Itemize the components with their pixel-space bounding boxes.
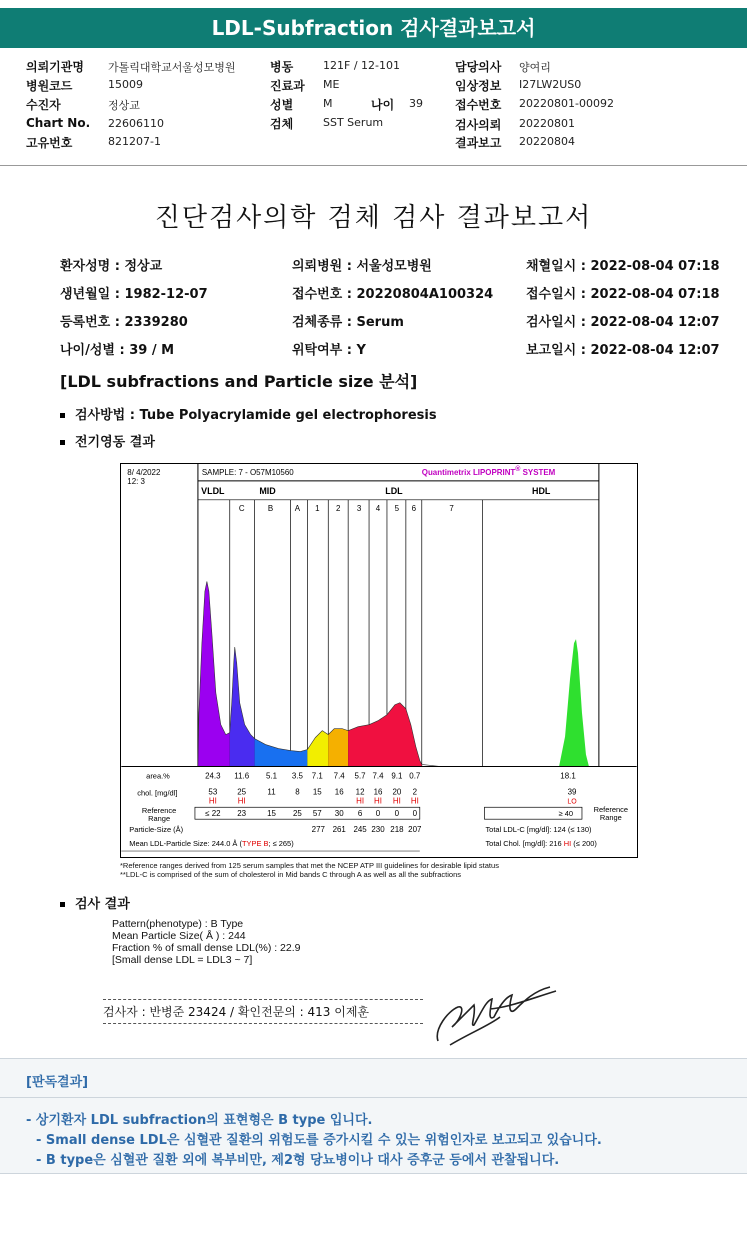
group-vldl: VLDL xyxy=(201,485,225,496)
ref-value: 6 xyxy=(357,809,363,819)
brand-sup: ® xyxy=(515,465,521,473)
interp-title: [판독결과] xyxy=(26,1075,89,1090)
info-value: 15009 xyxy=(108,78,143,91)
hdl-area: 18.1 xyxy=(560,771,576,781)
patient-field: 채혈일시 : 2022-08-04 07:18 xyxy=(526,259,720,274)
particle-value: 245 xyxy=(353,825,367,835)
interp-line: - Small dense LDL은 심혈관 질환의 위험도를 증가시킬 수 있는 위험인자로 보고되고 있습니다. xyxy=(36,1133,602,1148)
hdl-flag: LO xyxy=(567,798,577,806)
info-value: ME xyxy=(323,78,340,91)
chol-flag: HI xyxy=(356,796,365,806)
curve-segment-7 xyxy=(559,639,589,766)
band-label-4: 4 xyxy=(375,503,381,513)
patient-field: 보고일시 : 2022-08-04 12:07 xyxy=(526,343,720,358)
area-value: 0.7 xyxy=(409,771,421,781)
band-label-A: A xyxy=(294,503,301,513)
band-label-5: 5 xyxy=(394,503,400,513)
info-value: 121F / 12-101 xyxy=(323,59,400,72)
info-label: 고유번호 xyxy=(26,136,73,150)
area-value: 7.4 xyxy=(372,771,384,781)
report-sheet xyxy=(0,166,747,1053)
ref-value: 23 xyxy=(237,809,247,819)
info-label: 결과보고 xyxy=(455,136,502,150)
band-label-3: 3 xyxy=(356,503,362,513)
info-value: 정상교 xyxy=(108,99,140,112)
total-chol-a: Total Chol. [mg/dl]: 216 xyxy=(485,839,564,849)
electro-heading xyxy=(60,431,155,450)
brand-tail: SYSTEM xyxy=(520,467,556,477)
patient-field: 검체종류 : Serum xyxy=(292,315,404,330)
chol-values xyxy=(208,787,418,805)
interpretation-panel xyxy=(0,1058,747,1174)
particle-value: 261 xyxy=(332,825,346,835)
patient-field: 위탁여부 : Y xyxy=(292,343,366,358)
chol-value: 8 xyxy=(295,787,300,797)
mean-label: Mean LDL-Particle Size: 244.0 Å ( xyxy=(129,839,242,849)
info-label: 나이 xyxy=(371,98,395,112)
hdl-ref: ≥ 40 xyxy=(558,809,574,819)
area-value: 3.5 xyxy=(291,771,303,781)
chol-flag: HI xyxy=(410,796,419,806)
mean-size xyxy=(129,839,294,848)
info-label: 병동 xyxy=(270,60,294,74)
signature-block xyxy=(103,999,423,1024)
ref-value: 57 xyxy=(312,809,322,819)
group-ldl: LDL xyxy=(385,485,403,496)
patient-field: 등록번호 : 2339280 xyxy=(60,315,188,330)
area-value: 24.3 xyxy=(205,771,221,781)
chol-value: 16 xyxy=(334,787,344,797)
info-label: 검사의뢰 xyxy=(455,118,502,132)
method-text: 검사방법 : Tube Polyacrylamide gel electrophoresis xyxy=(75,408,437,423)
footnote-1: *Reference ranges derived from 125 serum samples that met the NCEP ATP III guidelines for desirable lipid status xyxy=(120,861,499,870)
total-chol-hi: HI xyxy=(563,839,572,849)
total-chol xyxy=(485,839,597,848)
ref-value: 25 xyxy=(292,809,302,819)
info-label: 임상정보 xyxy=(455,79,502,93)
patient-field: 나이/성별 : 39 / M xyxy=(60,343,175,358)
chol-value: 11 xyxy=(267,787,276,797)
patient-field: 검사일시 : 2022-08-04 12:07 xyxy=(526,315,720,330)
info-value: M xyxy=(323,97,333,110)
info-value: 821207-1 xyxy=(108,135,161,148)
curve-segment-4 xyxy=(307,731,328,767)
total-ldl: Total LDL-C [mg/dl]: 124 (≤ 130) xyxy=(485,825,592,835)
result-line: Mean Particle Size( Å ) : 244 xyxy=(112,930,246,942)
electro-text: 전기영동 결과 xyxy=(75,435,155,450)
info-value: 가톨릭대학교서울성모병원 xyxy=(108,61,236,74)
result-head-text: 검사 결과 xyxy=(75,897,130,912)
info-table xyxy=(0,50,747,160)
info-label: 수진자 xyxy=(26,98,61,112)
band-label-1: 1 xyxy=(315,503,320,513)
result-line: Pattern(phenotype) : B Type xyxy=(112,918,244,930)
info-label: 검체 xyxy=(270,117,294,131)
ref-right-2: Range xyxy=(599,813,622,823)
area-value: 5.1 xyxy=(266,771,278,781)
info-value: SST Serum xyxy=(323,116,384,129)
mean-type: TYPE B xyxy=(241,839,269,849)
sign-line-top xyxy=(103,999,423,1000)
patient-field: 접수번호 : 20220804A100324 xyxy=(292,287,494,302)
chol-value: 12 xyxy=(355,787,365,797)
info-label: 담당의사 xyxy=(455,60,502,74)
patient-field: 환자성명 : 정상교 xyxy=(60,259,163,274)
particle-values xyxy=(312,825,422,834)
result-line: [Small dense LDL = LDL3 ~ 7] xyxy=(112,954,253,966)
bullet-icon xyxy=(60,413,65,418)
chol-label: chol. [mg/dl] xyxy=(137,788,178,798)
chart-date: 8/ 4/2022 xyxy=(127,467,161,477)
hdl-chol: 39 xyxy=(567,787,577,797)
curve-segment-5 xyxy=(328,729,348,767)
ref-label-1: Reference xyxy=(141,806,177,816)
patient-field: 접수일시 : 2022-08-04 07:18 xyxy=(526,287,720,302)
area-value: 7.4 xyxy=(333,771,345,781)
band-label-6: 6 xyxy=(411,503,417,513)
method-line xyxy=(60,404,437,423)
info-value: 양여리 xyxy=(519,61,551,74)
chart-time: 12: 3 xyxy=(127,476,145,486)
info-label: 의뢰기관명 xyxy=(26,60,84,74)
report-header: LDL-Subfraction 검사결과보고서 xyxy=(0,8,747,48)
electrophoresis-curve xyxy=(198,581,589,766)
band-lines xyxy=(230,500,483,767)
info-value: 20220804 xyxy=(519,135,575,148)
total-chol-b: (≤ 200) xyxy=(571,839,597,849)
chol-value: 25 xyxy=(237,787,247,797)
bullet-icon xyxy=(60,902,65,907)
group-mid: MID xyxy=(259,485,276,496)
sign-line-bottom xyxy=(103,1023,423,1024)
info-value: 20220801 xyxy=(519,117,575,130)
ref-label-2: Range xyxy=(148,814,171,824)
signature-icon xyxy=(430,981,565,1051)
ref-value: 0 xyxy=(394,809,400,819)
chol-value: 20 xyxy=(392,787,402,797)
ref-value: ≤ 22 xyxy=(205,809,221,819)
info-label: 성별 xyxy=(270,98,294,112)
mean-tail: ; ≤ 265) xyxy=(268,839,294,849)
signer-text: 검사자 : 반병준 23424 / 확인전문의 : 413 이제훈 xyxy=(103,1005,370,1019)
report-title: 진단검사의학 검체 검사 결과보고서 xyxy=(154,203,593,233)
particle-value: 277 xyxy=(311,825,325,835)
interp-line: - 상기환자 LDL subfraction의 표현형은 B type 입니다. xyxy=(26,1113,373,1128)
info-label: 병원코드 xyxy=(26,79,73,93)
area-values xyxy=(205,771,421,780)
chol-value: 16 xyxy=(373,787,383,797)
ref-value: 15 xyxy=(267,809,276,819)
area-value: 5.7 xyxy=(354,771,366,781)
particle-label: Particle-Size (Å) xyxy=(129,825,184,835)
curve-segment-6 xyxy=(348,703,422,767)
band-label-7: 7 xyxy=(449,503,454,513)
group-hdl: HDL xyxy=(531,485,551,496)
info-value: 39 xyxy=(409,97,423,110)
area-value: 9.1 xyxy=(391,771,403,781)
area-value: 7.1 xyxy=(311,771,323,781)
ref-value: 0 xyxy=(412,809,418,819)
result-heading xyxy=(60,893,130,912)
info-value: 22606110 xyxy=(108,117,164,130)
result-block xyxy=(112,918,301,966)
curve-segment-1 xyxy=(198,581,230,766)
info-label: Chart No. xyxy=(26,116,91,130)
chol-value: 2 xyxy=(412,787,418,797)
info-value: I27LW2US0 xyxy=(519,78,582,91)
chol-flag: HI xyxy=(237,796,246,806)
ref-right-1: Reference xyxy=(593,805,629,815)
ref-values xyxy=(205,809,417,818)
area-label: area.% xyxy=(146,771,170,781)
info-label: 접수번호 xyxy=(455,98,502,112)
chol-flag: HI xyxy=(392,796,401,806)
patient-field: 의뢰병원 : 서울성모병원 xyxy=(292,259,432,274)
section-title: [LDL subfractions and Particle size 분석] xyxy=(60,372,418,391)
band-label-B: B xyxy=(267,503,274,513)
chol-flag: HI xyxy=(374,796,382,806)
chol-flag: HI xyxy=(208,796,217,806)
patient-field: 생년월일 : 1982-12-07 xyxy=(60,287,208,302)
info-value: 20220801-00092 xyxy=(519,97,614,110)
chart-sample: SAMPLE: 7 - O57M10560 xyxy=(201,467,294,477)
area-value: 11.6 xyxy=(234,771,250,781)
result-line: Fraction % of small dense LDL(%) : 22.9 xyxy=(112,942,301,954)
info-label: 진료과 xyxy=(270,79,305,93)
footnote-2: **LDL-C is comprised of the sum of cholesterol in Mid bands C through A as well as all the subfractions xyxy=(120,870,462,879)
chart-brand xyxy=(422,465,556,477)
chol-value: 53 xyxy=(208,787,218,797)
interp-divider xyxy=(0,1097,747,1098)
particle-value: 230 xyxy=(371,825,385,835)
band-label-C: C xyxy=(238,503,245,513)
particle-value: 207 xyxy=(408,825,422,835)
lipoprint-chart xyxy=(120,463,638,858)
brand-name: Quantimetrix LIPOPRINT xyxy=(421,467,516,477)
bullet-icon xyxy=(60,440,65,445)
particle-value: 218 xyxy=(390,825,404,835)
interp-line: - B type은 심혈관 질환 외에 복부비만, 제2형 당뇨병이나 대사 증후군 등에서 관찰됩니다. xyxy=(36,1153,560,1168)
ref-value: 30 xyxy=(334,809,344,819)
chol-value: 15 xyxy=(312,787,322,797)
ref-value: 0 xyxy=(375,809,381,819)
band-label-2: 2 xyxy=(335,503,341,513)
